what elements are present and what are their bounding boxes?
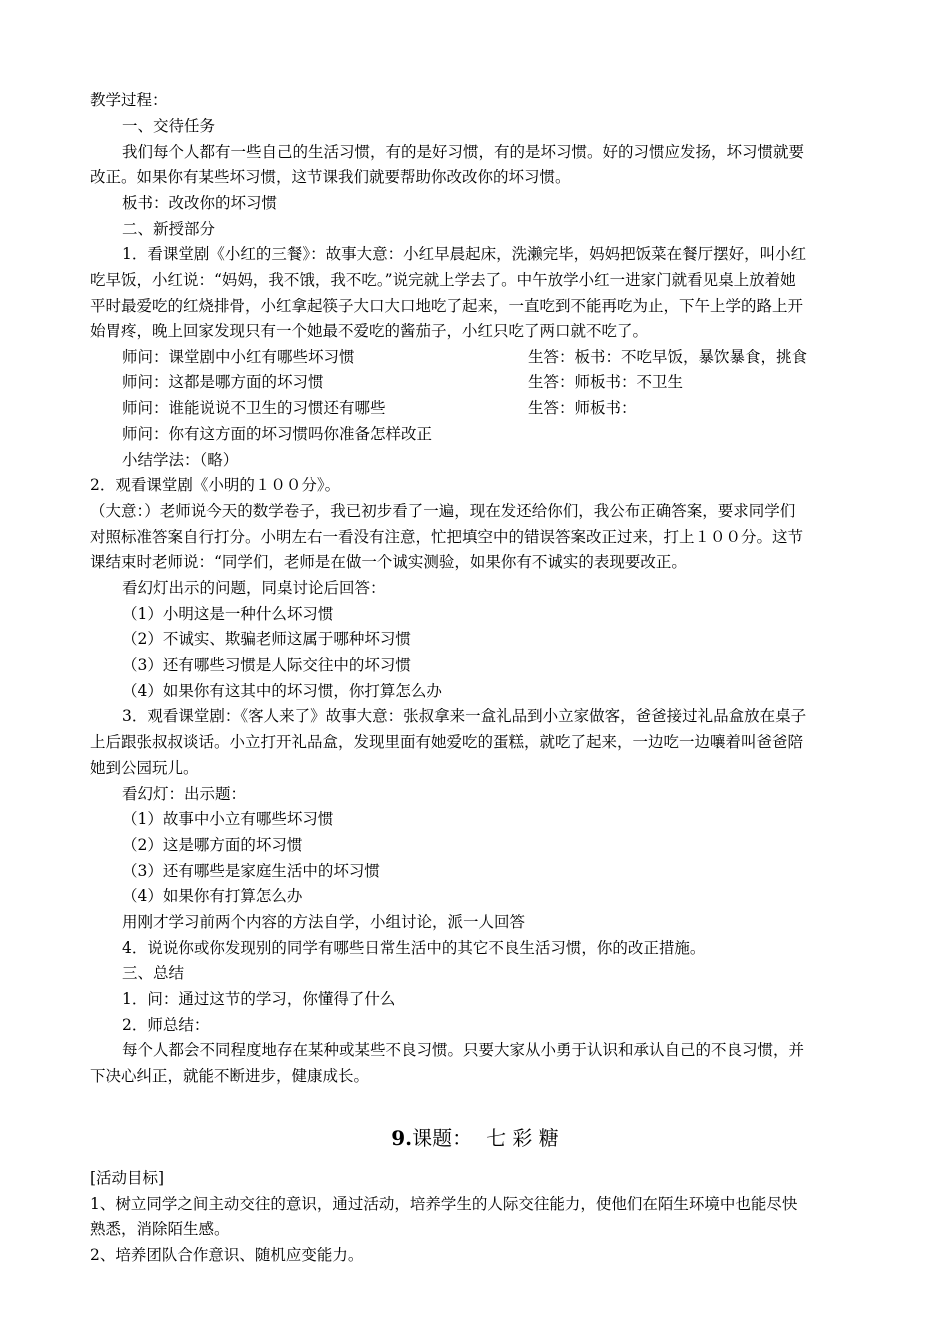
text-line: 下决心纠正，就能不断进步，健康成长。 (90, 1067, 370, 1085)
text-line: [活动目标] (90, 1169, 165, 1187)
text-line: 1．问：通过这节的学习，你懂得了什么 (122, 990, 396, 1008)
text-line: 三、总结 (122, 964, 185, 982)
teacher-question: 师问：这都是哪方面的坏习惯 (122, 373, 324, 391)
text-line: （大意：）老师说今天的数学卷子，我已初步看了一遍，现在发还给你们，我公布正确答案，要求同学们 (90, 502, 796, 520)
text-line: 每个人都会不同程度地存在某种或某些不良习惯。只要大家从小勇于认识和承认自己的不良习惯，并 (122, 1041, 805, 1059)
text-line: （4）如果你有这其中的坏习惯，你打算怎么办 (122, 682, 442, 700)
text-line: 4．说说你或你发现别的同学有哪些日常生活中的其它不良生活习惯，你的改正措施。 (122, 939, 706, 957)
teacher-question: 师问：谁能说说不卫生的习惯还有哪些 (122, 399, 386, 417)
text-line: 二、新授部分 (122, 220, 216, 238)
text-line: （2）这是哪方面的坏习惯 (122, 836, 303, 854)
text-line: 板书：改改你的坏习惯 (122, 194, 278, 212)
text-line: 小结学法：（略） (122, 451, 239, 469)
text-line: 始胃疼，晚上回家发现只有一个她最不爱吃的酱茄子，小红只吃了两口就不吃了。 (90, 322, 649, 340)
text-line: 1、树立同学之间主动交往的意识，通过活动，培养学生的人际交往能力，使他们在陌生环境中也能尽快 (90, 1195, 798, 1213)
lesson-label: 课题： (412, 1126, 473, 1150)
text-line: 她到公园玩儿。 (90, 759, 199, 777)
student-answer: 生答：师板书：不卫生 (528, 373, 684, 391)
text-line: 我们每个人都有一些自己的生活习惯，有的是好习惯，有的是坏习惯。好的习惯应发扬，坏习惯就要 (122, 143, 805, 161)
text-line: （4）如果你有打算怎么办 (122, 887, 303, 905)
lesson-number: 9. (391, 1126, 413, 1150)
text-line: 2、培养团队合作意识、随机应变能力。 (90, 1246, 364, 1264)
text-line: 看幻灯出示的问题，同桌讨论后回答： (122, 579, 386, 597)
lesson-heading (0, 1124, 950, 1152)
text-line: 一、交待任务 (122, 117, 216, 135)
text-line: 平时最爱吃的红烧排骨，小红拿起筷子大口大口地吃了起来，一直吃到不能再吃为止，下午上学的路上开 (90, 297, 804, 315)
text-line: （1）故事中小立有哪些坏习惯 (122, 810, 334, 828)
text-line: 改正。如果你有某些坏习惯，这节课我们就要帮助你改改你的坏习惯。 (90, 168, 571, 186)
text-line: 3．观看课堂剧：《客人来了》故事大意：张叔拿来一盒礼品到小立家做客，爸爸接过礼品盒放在桌子 (122, 707, 807, 725)
text-line: 2．师总结： (122, 1016, 210, 1034)
text-line: 上后跟张叔叔谈话。小立打开礼品盒，发现里面有她爱吃的蛋糕，就吃了起来，一边吃一边嚷着叫爸爸陪 (90, 733, 804, 751)
text-line: （1）小明这是一种什么坏习惯 (122, 605, 334, 623)
text-line: 2．观看课堂剧《小明的１００分》。 (90, 476, 341, 494)
text-line: （2）不诚实、欺骗老师这属于哪种坏习惯 (122, 630, 411, 648)
text-line: 课结束时老师说：“同学们，老师是在做一个诚实测验，如果你有不诚实的表现要改正。 (90, 553, 687, 571)
text-line: 熟悉，消除陌生感。 (90, 1220, 230, 1238)
student-answer: 生答：师板书： (528, 399, 637, 417)
text-line: 吃早饭，小红说：“妈妈，我不饿，我不吃。”说完就上学去了。中午放学小红一进家门就看见桌上放着她 (90, 271, 796, 289)
text-line: 用刚才学习前两个内容的方法自学，小组讨论，派一人回答 (122, 913, 526, 931)
teacher-question: 师问：你有这方面的坏习惯吗你准备怎样改正 (122, 425, 433, 443)
lesson-topic: 七 彩 糖 (486, 1126, 559, 1150)
text-line: 教学过程： (90, 91, 168, 109)
teacher-question: 师问：课堂剧中小红有哪些坏习惯 (122, 348, 355, 366)
student-answer: 生答：板书：不吃早饭，暴饮暴食，挑食 (528, 348, 808, 366)
text-line: 对照标准答案自行打分。小明左右一看没有注意，忙把填空中的错误答案改正过来，打上１００分。这节 (90, 528, 804, 546)
text-line: 看幻灯：出示题： (122, 785, 247, 803)
text-line: 1．看课堂剧《小红的三餐》：故事大意：小红早晨起床，洗濑完毕，妈妈把饭菜在餐厅摆好，叫小红 (122, 245, 807, 263)
text-line: （3）还有哪些是家庭生活中的坏习惯 (122, 862, 380, 880)
text-line: （3）还有哪些习惯是人际交往中的坏习惯 (122, 656, 411, 674)
